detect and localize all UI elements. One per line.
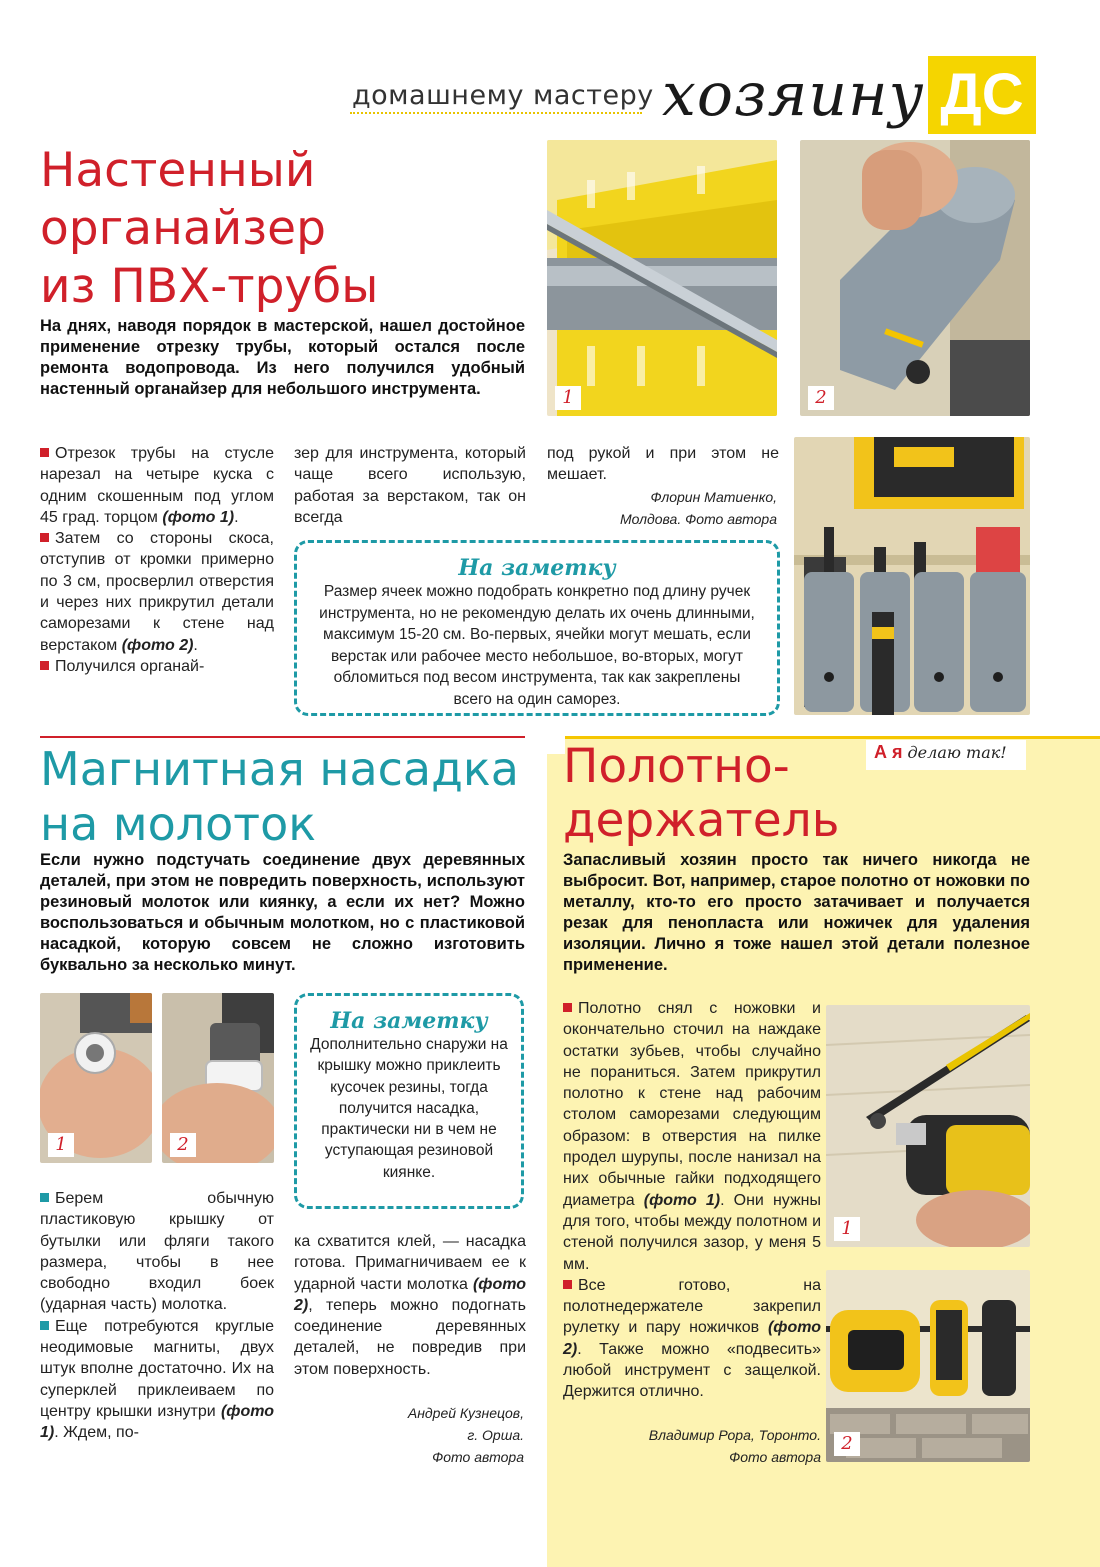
photo-reference: (фото 2) bbox=[294, 1275, 526, 1314]
miter-box-cutting-pipe-image bbox=[547, 140, 777, 416]
article1-column-1 bbox=[40, 443, 274, 677]
article1-photo-2 bbox=[800, 140, 1030, 416]
signature-line: Фото автора bbox=[432, 1449, 524, 1465]
photo-number-badge: 2 bbox=[808, 386, 834, 410]
header-subtitle: домашнему мастеру bbox=[352, 80, 654, 111]
paragraph-text: Берем обычную пластиковую крышку от бутылки или фляги такого размера, чтобы в нее свободно входил боек (ударная часть) молотка. bbox=[40, 1190, 274, 1314]
signature-line: Фото автора bbox=[729, 1449, 821, 1465]
photo-number-badge: 1 bbox=[555, 386, 581, 410]
photo-reference: (фото 2) bbox=[563, 1319, 821, 1358]
rubric-tag-text: делаю так! bbox=[907, 743, 1007, 762]
paragraph bbox=[40, 656, 274, 677]
photo-number-badge: 1 bbox=[834, 1217, 860, 1241]
article1-signature bbox=[547, 486, 777, 530]
article1-title bbox=[40, 142, 378, 316]
article3-signature bbox=[563, 1424, 821, 1468]
paragraph-text: Еще потребуются круглые неодимовые магниты, двух штук вполне достаточно. Их на суперклей приклеиваем по центру крышки изнутри bbox=[40, 1317, 274, 1420]
paragraph-text: ка схватится клей, — насадка готова. Примагничиваем ее к ударной части молотка bbox=[294, 1233, 526, 1293]
article2-title-line: Магнитная насадка bbox=[40, 742, 519, 796]
photo-reference: (фото 2) bbox=[121, 636, 194, 654]
article2-title-line: на молоток bbox=[40, 797, 316, 851]
pipe-organizer-with-tools-image bbox=[794, 437, 1030, 715]
article2-signature bbox=[294, 1402, 524, 1468]
photo-number-badge: 2 bbox=[170, 1133, 196, 1157]
note-title: На заметку bbox=[330, 1008, 488, 1034]
paragraph-text: . Они нужны для того, чтобы между полотном и стеной получился зазор, у меня 5 мм. bbox=[563, 1191, 822, 1273]
note-text: Дополнительно снаружи на крышку можно приклеить кусочек резины, тогда получится насадка, практически ни в чем не уступающая резиновой киянке. bbox=[310, 1036, 508, 1181]
rubric-tag bbox=[866, 740, 1026, 770]
paragraph: Отрезок трубы на стусле нарезал на четыре куска с одним скошенным под углом 45 град. торцом (фото 1). bbox=[40, 445, 274, 526]
bullet-square-icon bbox=[563, 1003, 572, 1012]
article3-lead: Запасливый хозяин просто так ничего никогда не выбросит. Вот, например, старое полотно от ножовки по металлу, кто-то его просто затачивает и получается резак для пенопласта или ножичек для удаления изоляции. Лично я тоже нашел этой детали полезное применение. bbox=[563, 851, 1030, 974]
signature-line: Молдова. Фото автора bbox=[619, 511, 777, 527]
bullet-square-icon bbox=[40, 1321, 49, 1330]
header-divider bbox=[350, 112, 642, 114]
paragraph-text: Затем со стороны скоса, отступив от кромки примерно по 3 см, просверлил отверстия и через них прикрутил детали саморезами к стене над верстаком bbox=[40, 530, 274, 654]
article2-note-box bbox=[294, 993, 524, 1209]
note-title: На заметку bbox=[458, 555, 616, 581]
photo-number-badge: 2 bbox=[834, 1432, 860, 1456]
article3-title-line: держатель bbox=[563, 793, 840, 848]
paragraph bbox=[40, 1316, 274, 1444]
bullet-square-icon bbox=[563, 1280, 572, 1289]
photo-reference: (фото 1) bbox=[162, 508, 235, 526]
article2-column-1 bbox=[40, 1188, 274, 1444]
bullet-square-icon bbox=[40, 661, 49, 670]
hand-holding-pipe-image bbox=[800, 140, 1030, 416]
paragraph: Затем со стороны скоса, отступив от кромки примерно по 3 см, просверлил отверстия и через них прикрутил детали саморезами к стене над верстаком (фото 2). bbox=[40, 530, 274, 654]
note-text: Размер ячеек можно подобрать конкретно под длину ручек инструмента, но не рекомендую делать их очень длинными, максимум 15-20 см. Во-первых, ячейки могут мешать, если верстак или рабочее место небольшое, во-вторых, могут обломиться под весом инструмента, так как закреплены всего на один саморез. bbox=[319, 583, 755, 708]
bullet-square-icon bbox=[40, 1193, 49, 1202]
article1-title-line: Настенный bbox=[40, 143, 316, 198]
magazine-logo: ДС bbox=[928, 56, 1036, 134]
signature-line: Флорин Матиенко, bbox=[650, 489, 777, 505]
article1-title-line: органайзер bbox=[40, 201, 326, 256]
photo-reference: (фото 1) bbox=[40, 1402, 274, 1442]
bullet-square-icon bbox=[40, 533, 49, 542]
article3-photo-1 bbox=[826, 1005, 1030, 1247]
article2-title bbox=[40, 742, 519, 852]
section-divider bbox=[40, 736, 525, 738]
paragraph-text: Все готово, на полотнедержателе закрепил рулетку и пару ножичков bbox=[563, 1276, 821, 1337]
signature-line: Владимир Рора, Торонто. bbox=[648, 1427, 821, 1443]
signature-line: г. Орша. bbox=[467, 1427, 524, 1443]
article1-note-box bbox=[294, 540, 780, 716]
article1-column-3: под рукой и при этом не мешает. bbox=[547, 445, 779, 484]
article1-title-line: из ПВХ-трубы bbox=[40, 259, 379, 314]
article2-photo-2 bbox=[162, 993, 274, 1163]
paragraph bbox=[563, 998, 821, 1275]
paragraph-text: , теперь можно подогнать соединение деревянных деталей, не повредив при этом поверхность. bbox=[294, 1296, 526, 1378]
article2-column-2 bbox=[294, 1231, 526, 1380]
photo-reference: (фото 1) bbox=[643, 1191, 721, 1209]
article2-photo-1 bbox=[40, 993, 152, 1163]
header-section-title: хозяину bbox=[662, 60, 925, 130]
article3-photo-2 bbox=[826, 1270, 1030, 1462]
bullet-square-icon bbox=[40, 448, 49, 457]
paragraph-text: Полотно снял с ножовки и окончательно сточил на наждаке остатки зубьев, чтобы случайно не пораниться. Затем прикрутил полотно к стене над рабочим столом саморезами следующим образом: в отверстия на пилке продел шурупы, после нанизал на них обычные гайки подходящего диаметра bbox=[563, 1000, 821, 1209]
paragraph bbox=[563, 1275, 821, 1403]
article2-lead: Если нужно подстучать соединение двух деревянных деталей, при этом не повредить поверхность, используют резиновый молоток или киянку, а если их нет? Можно воспользоваться и обычным молотком, но с пластиковой насадкой, которую совсем не сложно изготовить буквально за несколько минут. bbox=[40, 851, 525, 974]
paragraph-text: . Также можно «подвесить» любой инструмент с защелкой. Держится отлично. bbox=[563, 1340, 821, 1401]
rubric-tag-prefix: А я bbox=[874, 742, 903, 762]
photo-number-badge: 1 bbox=[48, 1133, 74, 1157]
paragraph-text: Получился органай- bbox=[55, 657, 205, 675]
article3-column bbox=[563, 998, 821, 1403]
article1-lead: На днях, наводя порядок в мастерской, нашел достойное применение отрезку трубы, который остался после ремонта водопровода. Из него получился удобный настенный органайзер для небольшого инструмента. bbox=[40, 317, 525, 398]
organizer-photo bbox=[794, 437, 1030, 715]
paragraph-text: . Ждем, по- bbox=[54, 1424, 139, 1442]
screwing-blade-to-wall-image bbox=[826, 1005, 1030, 1247]
paragraph-text: Отрезок трубы на стусле нарезал на четыре куска с одним скошенным под углом 45 град. торцом bbox=[40, 445, 274, 526]
article3-title bbox=[563, 740, 839, 848]
signature-line: Андрей Кузнецов, bbox=[407, 1405, 524, 1421]
article1-column-2: зер для инструмента, который чаще всего использую, работая за верстаком, так он всегда bbox=[294, 445, 526, 526]
article3-title-line: Полотно- bbox=[563, 739, 790, 794]
article1-photo-1 bbox=[547, 140, 777, 416]
paragraph bbox=[40, 1188, 274, 1316]
